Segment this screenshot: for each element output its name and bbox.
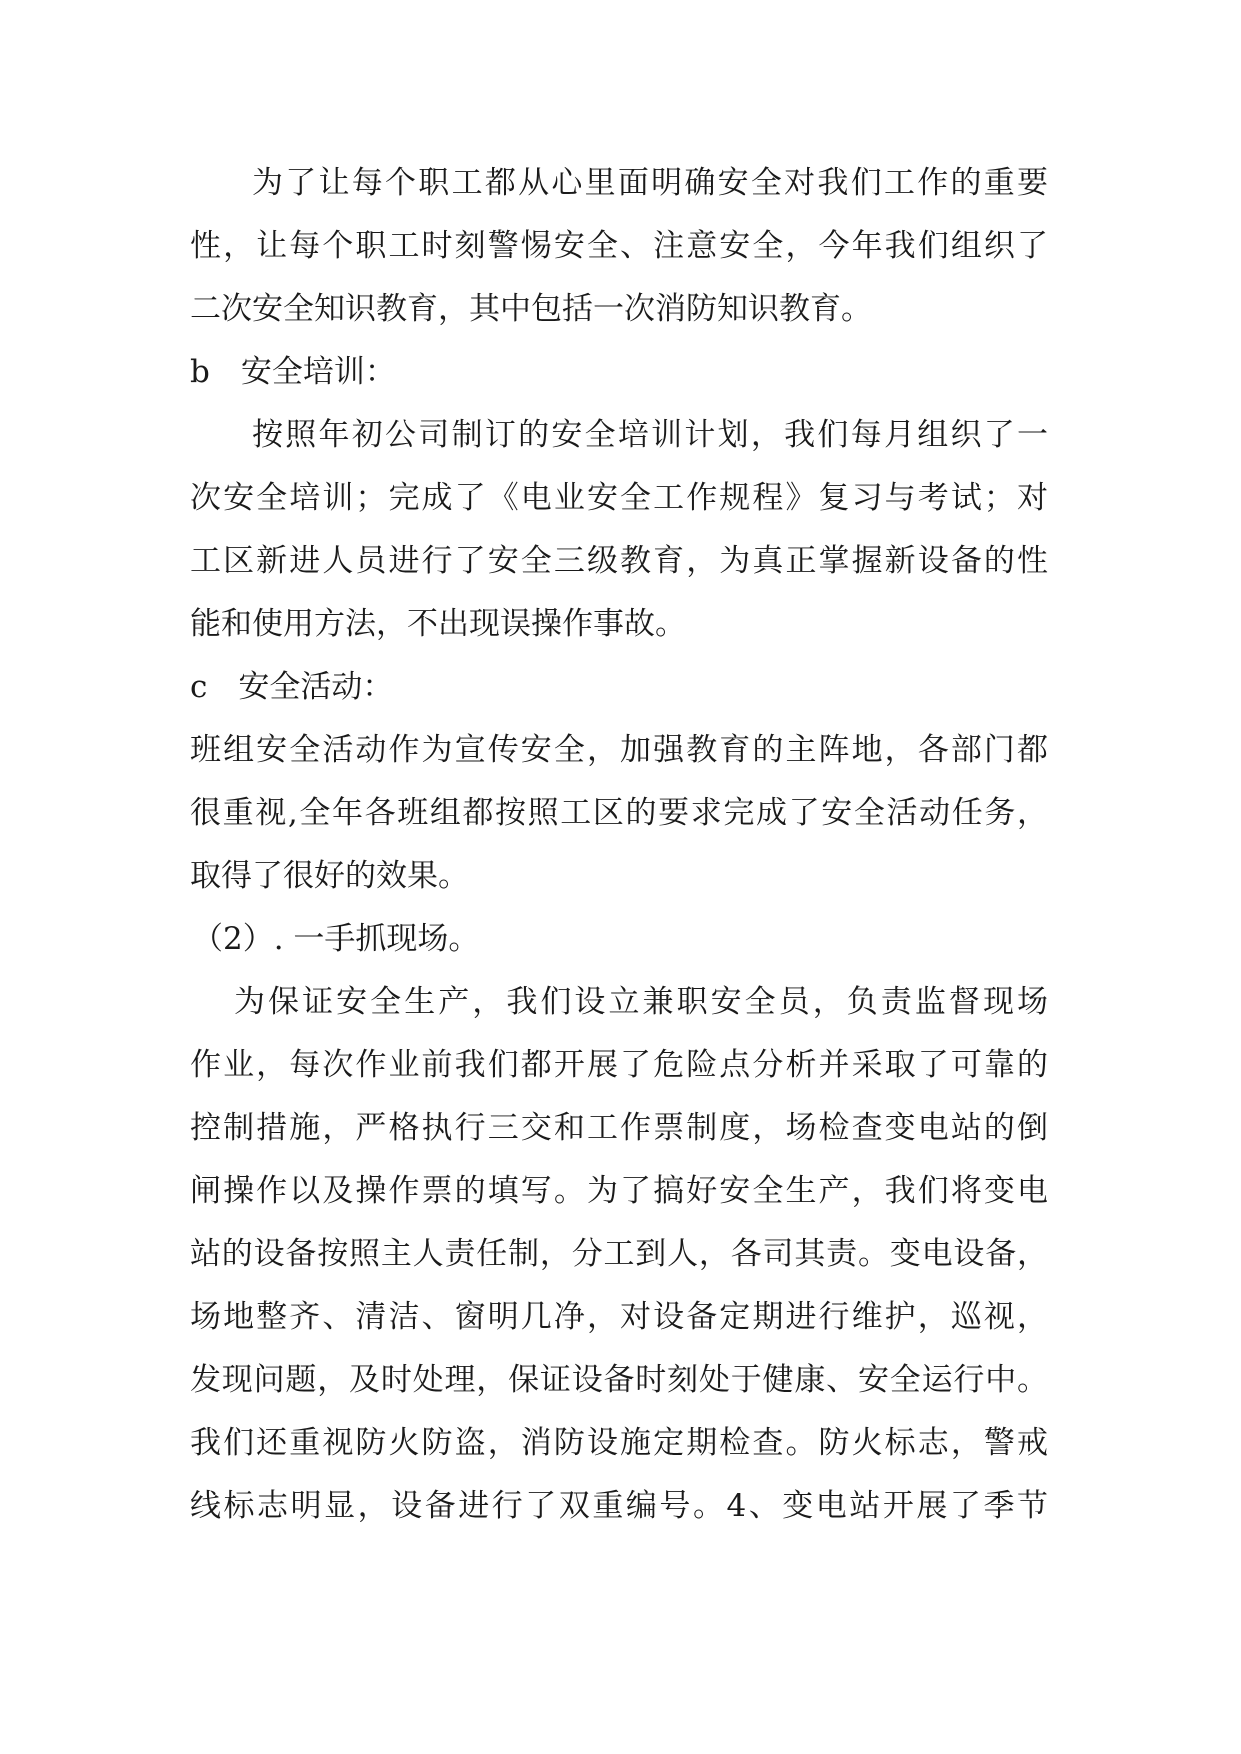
paragraph-line: 作业，每次作业前我们都开展了危险点分析并采取了可靠的 <box>190 1047 1048 1083</box>
paragraph-line: 按照年初公司制订的安全培训计划，我们每月组织了一 <box>252 417 1048 453</box>
paragraph-line: 工区新进人员进行了安全三级教育，为真正掌握新设备的性 <box>190 543 1048 579</box>
paragraph-line: 性，让每个职工时刻警惕安全、注意安全，今年我们组织了 <box>190 228 1048 264</box>
paragraph-line: 很重视,全年各班组都按照工区的要求完成了安全活动任务， <box>190 795 1048 831</box>
paragraph-line: 能和使用方法，不出现误操作事故。 <box>190 606 686 642</box>
paragraph-line: 次安全培训；完成了《电业安全工作规程》复习与考试；对 <box>190 480 1048 516</box>
paragraph-line: 为了让每个职工都从心里面明确安全对我们工作的重要 <box>252 165 1048 201</box>
paragraph-line: 闸操作以及操作票的填写。为了搞好安全生产，我们将变电 <box>190 1173 1048 1209</box>
paragraph-line: 发现问题，及时处理，保证设备时刻处于健康、安全运行中。 <box>190 1362 1048 1398</box>
section-heading-2: （2）. 一手抓现场。 <box>192 921 480 957</box>
paragraph-line: 取得了很好的效果。 <box>190 858 469 894</box>
section-heading-b: b 安全培训： <box>190 354 396 390</box>
paragraph-line: 控制措施，严格执行三交和工作票制度，场检查变电站的倒 <box>190 1110 1048 1146</box>
paragraph-line: 为保证安全生产，我们设立兼职安全员，负责监督现场 <box>234 984 1048 1020</box>
paragraph-line: 场地整齐、清洁、窗明几净，对设备定期进行维护，巡视， <box>190 1299 1048 1335</box>
paragraph-line: 班组安全活动作为宣传安全，加强教育的主阵地，各部门都 <box>190 732 1048 768</box>
paragraph-line: 我们还重视防火防盗，消防设施定期检查。防火标志，警戒 <box>190 1425 1048 1461</box>
paragraph-line: 线标志明显，设备进行了双重编号。4、变电站开展了季节 <box>190 1488 1048 1524</box>
paragraph-line: 站的设备按照主人责任制，分工到人，各司其责。变电设备， <box>190 1236 1048 1272</box>
paragraph-line: 二次安全知识教育，其中包括一次消防知识教育。 <box>190 291 872 327</box>
section-heading-c: c 安全活动： <box>190 669 394 705</box>
